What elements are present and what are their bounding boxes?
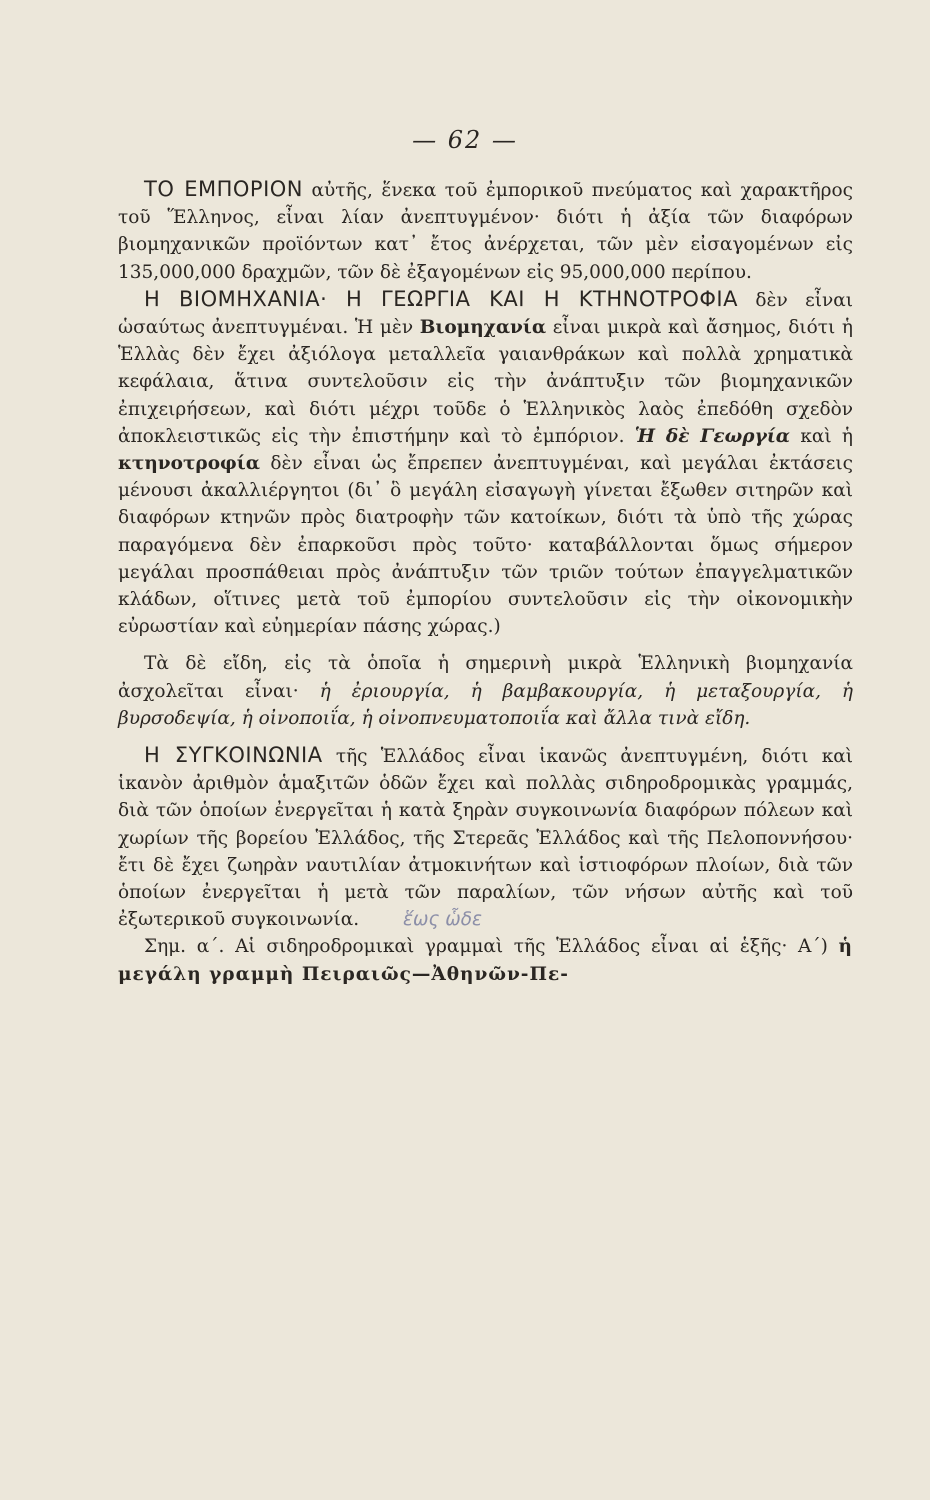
paragraph-commerce (118, 176, 853, 286)
products-text: Τὰ δὲ εἴδη, εἰς τὰ ὁποῖα ἡ σημερινὴ μικρὰ Ἑλληνικὴ βιομηχανία ἀσχολεῖται εἶναι· (118, 653, 853, 702)
commerce-text: αὐτῆς, ἕνεκα τοῦ ἐμπορικοῦ πνεύματος καὶ χαρακτῆρος τοῦ Ἕλληνος, εἶναι λίαν ἀνεπτυγμένον· διότι ἡ ἀξία τῶν διαφόρων βιομηχανικῶν προϊόντων κατ᾽ ἔτος ἀνέρχεται, τῶν μὲν εἰσαγομένων εἰς 135,000,000 δραχμῶν, τῶν δὲ ἐξαγομένων εἰς 95,000,000 περίπου. (118, 180, 853, 283)
footnote-term: ἡ μεγάλη γραμμὴ Πειραιῶς—Ἀθηνῶν-Πε- (118, 936, 853, 985)
term-agriculture: Ἡ δὲ Γεωργία (634, 425, 791, 447)
footnote-text: Αἱ σιδηροδρομικαὶ γραμμαὶ τῆς Ἑλλάδος εἶναι αἱ ἑξῆς· Α΄) (235, 936, 828, 958)
term-industry: Βιομηχανία (419, 317, 547, 339)
paragraph-communication (118, 742, 853, 933)
heading-communication: Η ΣΥΓΚΟΙΝΩΝΙΑ (144, 743, 323, 768)
term-livestock: κτηνοτροφία (118, 453, 260, 475)
handwritten-note: ἕως ὧδε (402, 909, 483, 931)
paragraph-products (118, 650, 853, 732)
heading-industry: Η ΒΙΟΜΗΧΑΝΙΑ· Η ΓΕΩΡΓΙΑ ΚΑΙ Η ΚΤΗΝΟΤΡΟΦΙΑ (144, 286, 738, 311)
footnote-label: Σημ. α΄. (144, 936, 225, 958)
industry-text-1: δὲν εἶναι ὡσαύτως ἀνεπτυγμέναι. Ἡ μὲν (118, 289, 853, 339)
page-number: — 62 — (412, 126, 518, 154)
heading-commerce: ΤΟ ΕΜΠΟΡΙΟΝ (144, 177, 303, 201)
products-list: ἡ ἐριουργία, ἡ βαμβακουργία, ἡ μεταξουργία, ἡ βυρσοδεψία, ἡ οἰνοποιΐα, ἡ οἰνοπνευματοποιΐα καὶ ἄλλα τινὰ εἴδη. (118, 680, 853, 729)
footnote (118, 933, 853, 987)
page-body (118, 176, 853, 988)
paragraph-industry (118, 286, 853, 641)
communication-text: τῆς Ἑλλάδος εἶναι ἱκανῶς ἀνεπτυγμένη, διότι καὶ ἱκανὸν ἀριθμὸν ἁμαξιτῶν ὁδῶν ἔχει καὶ πολλὰς σιδηροδρομικὰς γραμμάς, διὰ τῶν ὁποίων ἐνεργεῖται ἡ κατὰ ξηρὰν συγκοινωνία διαφόρων πόλεων καὶ χωρίων τῆς βορείου Ἑλλάδος, τῆς Στερεᾶς Ἑλλάδος καὶ τῆς Πελοποννήσου· ἔτι δὲ ἔχει ζωηρὰν ναυτιλίαν ἀτμοκινήτων καὶ ἱστιοφόρων πλοίων, διὰ τῶν ὁποίων ἐνεργεῖται ἡ μετὰ τῶν παραλίων, τῶν νήσων αὐτῆς καὶ τοῦ ἐξωτερικοῦ συγκοινωνία. (118, 746, 854, 931)
industry-text-3: καὶ ἡ (800, 425, 853, 447)
industry-text-2: εἶναι μικρὰ καὶ ἄσημος, διότι ἡ Ἑλλὰς δὲν ἔχει ἀξιόλογα μεταλλεῖα γαιανθράκων καὶ πολλὰ χρηματικὰ κεφάλαια, ἅτινα συντελοῦσιν εἰς τὴν ἀνάπτυξιν τῶν βιομηχανικῶν ἐπιχειρήσεων, καὶ διότι μέχρι τοῦδε ὁ Ἑλληνικὸς λαὸς ἐπεδόθη σχεδὸν ἀποκλειστικῶς εἰς τὴν ἐπιστήμην καὶ τὸ ἐμπόριον. (118, 317, 853, 447)
industry-text-4: δὲν εἶναι ὡς ἔπρεπεν ἀνεπτυγμέναι, καὶ μεγάλαι ἐκτάσεις μένουσι ἀκαλλιέργητοι (δι᾽ ὃ μεγάλη εἰσαγωγὴ γίνεται ἔξωθεν σιτηρῶν καὶ διαφόρων κτηνῶν πρὸς διατροφὴν τῶν κατοίκων, διότι τὰ ὑπὸ τῆς χώρας παραγόμενα δὲν ἐπαρκοῦσι πρὸς τοῦτο· καταβάλλονται ὅμως σήμερον μεγάλαι προσπάθειαι πρὸς ἀνάπτυξιν τῶν τριῶν τούτων ἐπαγγελματικῶν κλάδων, οἵτινες μετὰ τοῦ ἐμπορίου συντελοῦσιν εἰς τὴν οἰκονομικὴν εὐρωστίαν καὶ εὐημερίαν πάσης χώρας.) (118, 453, 853, 638)
